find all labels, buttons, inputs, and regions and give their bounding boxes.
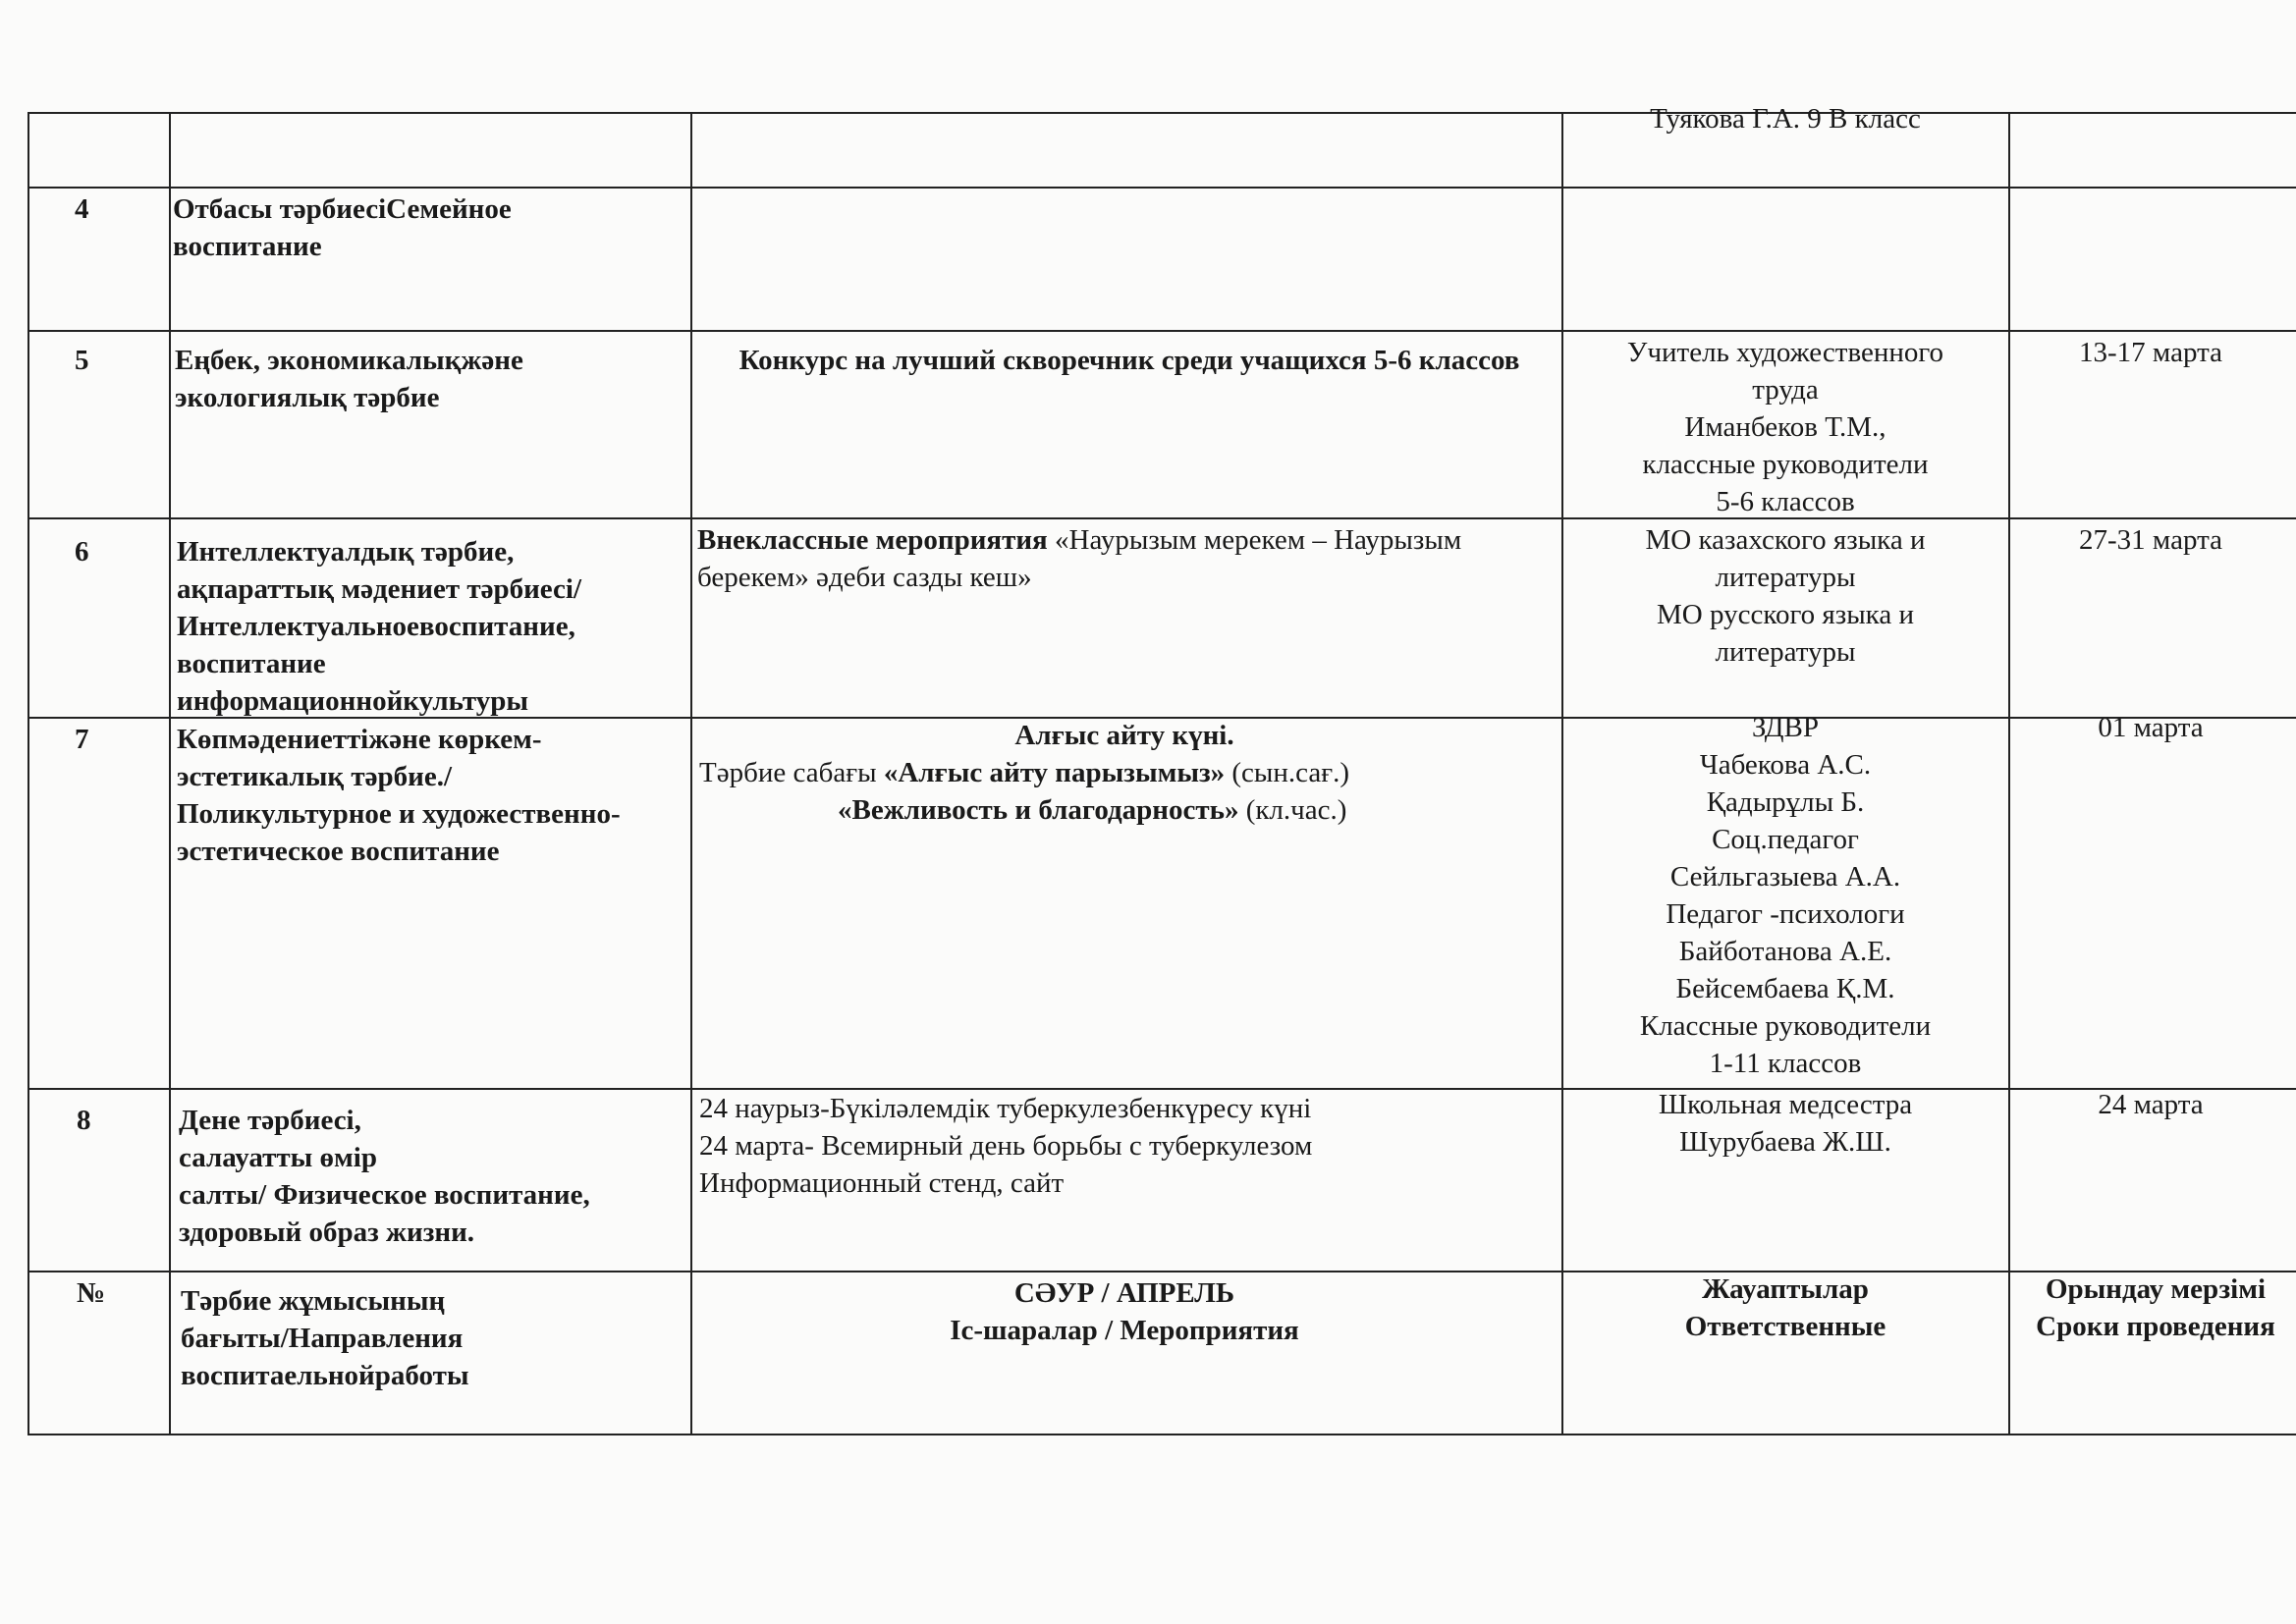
responsible-line: Школьная медсестра: [1658, 1089, 1913, 1120]
events-line: [838, 791, 1525, 829]
header-num: №: [77, 1277, 106, 1309]
events-text: (сын.сағ.): [1225, 757, 1350, 788]
row-number: 8: [77, 1105, 91, 1136]
dates-cell: 27-31 марта: [2079, 524, 2222, 556]
dates-cell: 13-17 марта: [2079, 337, 2222, 368]
direction-cell: Отбасы тәрбиесіСемейное воспитание: [173, 193, 512, 262]
header-events: [697, 1274, 1552, 1349]
direction-cell: Интеллектуалдық тәрбие, ақпараттық мәдениет тәрбиесі/ Интеллектуальноевоспитание, воспитание информационнойкультуры: [177, 536, 582, 717]
responsible-line: Шурубаева Ж.Ш.: [1679, 1126, 1891, 1158]
responsible-line: Иманбеков Т.М.,: [1684, 411, 1886, 443]
responsible-line: Сейльгазыева А.А.: [1669, 861, 1901, 893]
responsible-line: Бейсембаева Қ.М.: [1675, 973, 1895, 1004]
table-line: [1561, 112, 1563, 1435]
table-line: [690, 112, 692, 1435]
responsible-line: ЗДВР: [1751, 712, 1819, 743]
header-direction: [181, 1282, 686, 1394]
responsible-cell: [1569, 100, 2001, 137]
responsible-line: Байботанова А.Е.: [1678, 936, 1892, 967]
responsible-line: Туякова Г.А. 9 В класс: [1650, 103, 1921, 135]
direction-cell: Көпмәдениеттіжәне көркем-эстетикалық тәрбие./ Поликультурное и художественно- эстетическое воспитание: [177, 724, 621, 867]
responsible-line: 5-6 классов: [1716, 486, 1855, 517]
events-text: Тәрбие сабағы: [699, 757, 884, 788]
direction-cell: [179, 1102, 684, 1251]
responsible-line: Учитель художественного: [1626, 337, 1944, 368]
events-emphasis: «Вежливость и благодарность»: [838, 794, 1239, 826]
responsible-line: МО казахского языка и: [1645, 524, 1926, 556]
events-emphasis: Внеклассные мероприятия: [697, 524, 1048, 556]
table-line: [169, 112, 171, 1435]
direction-line: здоровый образ жизни.: [179, 1217, 475, 1248]
events-line: 24 наурыз-Бүкіләлемдік туберкулезбенкүресу күні: [699, 1093, 1312, 1124]
direction-line: салты/ Физическое воспитание,: [179, 1179, 590, 1211]
responsible-line: Чабекова А.С.: [1699, 749, 1872, 781]
table-line: [27, 1434, 2296, 1435]
responsible-line: литературы: [1715, 636, 1856, 668]
header-line: бағыты/Направления: [181, 1323, 464, 1354]
header-line: СӘУР / АПРЕЛЬ: [1013, 1277, 1235, 1309]
events-title: Алғыс айту күні.: [1014, 720, 1234, 751]
events-text: «Наурызым мерекем – Наурызым берекем» әдеби сазды кеш»: [697, 524, 1462, 593]
responsible-cell: [1569, 334, 2001, 520]
responsible-line: МО русского языка и: [1657, 599, 1914, 630]
responsible-line: литературы: [1715, 562, 1856, 593]
events-line: [699, 754, 1554, 791]
row-number: 7: [75, 724, 89, 755]
responsible-line: 1-11 классов: [1709, 1048, 1862, 1079]
responsible-cell: [1569, 521, 2001, 671]
direction-line: Дене тәрбиесі,: [179, 1105, 361, 1136]
dates-cell: 24 марта: [2098, 1089, 2204, 1120]
table-line: [27, 112, 29, 1435]
events-cell: [697, 521, 1483, 596]
row-number: 5: [75, 345, 89, 376]
events-cell: Конкурс на лучший скворечник среди учащихся 5-6 классов: [738, 345, 1520, 376]
direction-line: салауатты өмір: [179, 1142, 377, 1173]
responsible-cell: [1569, 709, 2001, 1082]
responsible-line: классные руководители: [1642, 449, 1929, 480]
responsible-line: Педагог -психологи: [1666, 898, 1905, 930]
header-line: Жауаптылар: [1702, 1273, 1869, 1305]
header-responsible: [1569, 1271, 2001, 1345]
events-emphasis: «Алғыс айту парызымыз»: [883, 757, 1226, 788]
row-number: 4: [75, 193, 89, 225]
header-line: Тәрбие жұмысының: [181, 1285, 446, 1317]
responsible-line: Соц.педагог: [1712, 824, 1859, 855]
responsible-line: труда: [1752, 374, 1819, 406]
header-line: Сроки проведения: [2036, 1311, 2275, 1342]
header-line: Ответственные: [1684, 1311, 1886, 1342]
header-dates: [2015, 1271, 2296, 1345]
table-line: [27, 187, 2296, 189]
events-text: (кл.час.): [1238, 794, 1347, 826]
events-line: 24 марта- Всемирный день борьбы с туберкулезом: [699, 1130, 1313, 1162]
table-line: [27, 330, 2296, 332]
direction-cell: Еңбек, экономикалықжәне экологиялық тәрбие: [175, 345, 523, 413]
header-line: воспитаельнойработы: [181, 1360, 469, 1391]
dates-cell: 01 марта: [2098, 712, 2204, 743]
events-line: Информационный стенд, сайт: [699, 1167, 1065, 1199]
table-line: [2008, 112, 2010, 1435]
header-line: Іс-шаралар / Мероприятия: [950, 1315, 1299, 1346]
responsible-line: Классные руководители: [1639, 1010, 1932, 1042]
row-number: 6: [75, 536, 89, 568]
events-cell: [699, 1090, 1554, 1202]
responsible-cell: [1569, 1086, 2001, 1161]
responsible-line: Қадырұлы Б.: [1706, 786, 1865, 818]
header-line: Орындау мерзімі: [2045, 1273, 2267, 1305]
